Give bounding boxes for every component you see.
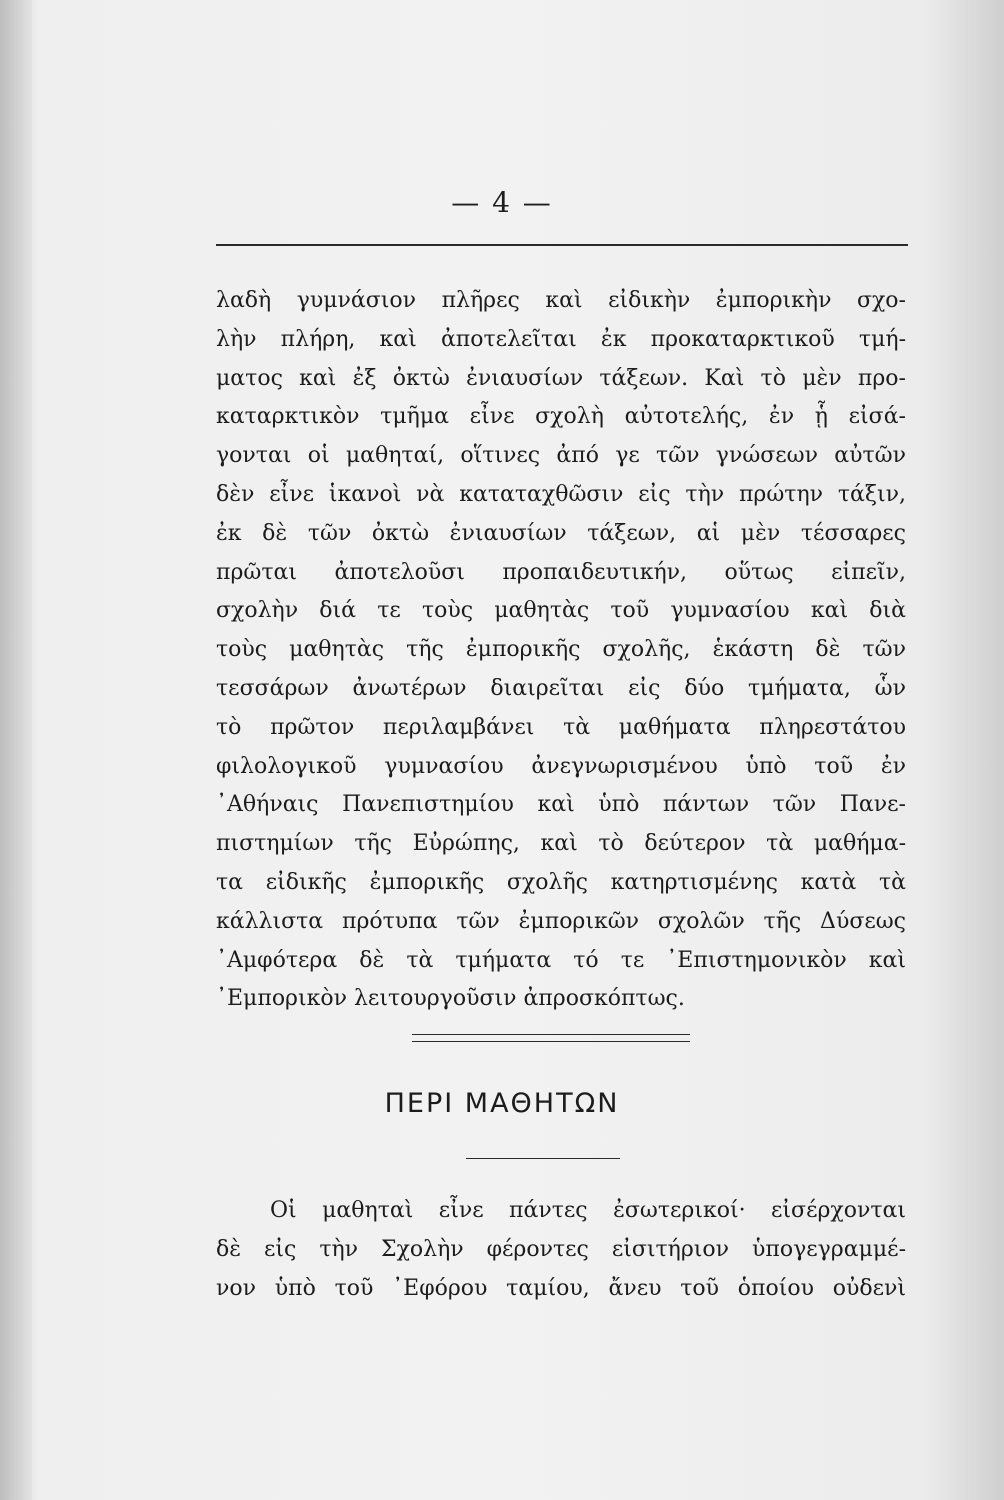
text-line: δὲ εἰς τὴν Σχολὴν φέροντες εἰσιτήριον ὑπογεγραμμέ-: [216, 1236, 906, 1262]
page-edge-shadow: [0, 0, 32, 1500]
text-line: νον ὑπὸ τοῦ ᾿Εφόρου ταμίου, ἄνευ τοῦ ὁποίου οὐδενὶ: [216, 1275, 906, 1301]
text-line: ᾿Αθήναις Πανεπιστημίου καὶ ὑπὸ πάντων τῶν Πανε-: [216, 792, 906, 818]
text-line: γονται οἱ μαθηταί, οἵτινες ἀπό γε τῶν γνώσεων αὐτῶν: [216, 443, 906, 469]
text-line: Οἱ μαθηταὶ εἶνε πάντες ἐσωτερικοί· εἰσέρχονται: [270, 1198, 906, 1223]
text-line: κάλλιστα πρότυπα τῶν ἐμπορικῶν σχολῶν τῆς Δύσεως: [216, 908, 906, 934]
page-number: — 4 —: [451, 186, 553, 219]
section-divider: [412, 1034, 690, 1042]
paragraph-1: [216, 282, 906, 1019]
text-line: πιστημίων τῆς Εὐρώπης, καὶ τὸ δεύτερον τὰ μαθήμα-: [216, 831, 906, 857]
text-line: δὲν εἶνε ἱκανοὶ νὰ καταταχθῶσιν εἰς τὴν πρώτην τάξιν,: [216, 481, 906, 507]
text-line: λαδὴ γυμνάσιον πλῆρες καὶ εἰδικὴν ἐμπορικὴν σχο-: [216, 288, 906, 313]
text-line: σχολὴν διά τε τοὺς μαθητὰς τοῦ γυμνασίου καὶ διὰ: [216, 598, 906, 624]
text-line: ᾿Εμπορικὸν λειτουργοῦσιν ἀπροσκόπτως.: [216, 986, 685, 1012]
text-line: ματος καὶ ἐξ ὀκτὼ ἐνιαυσίων τάξεων. Καὶ τὸ μὲν προ-: [216, 365, 906, 391]
text-line: τα εἰδικῆς ἐμπορικῆς σχολῆς κατηρτισμένης κατὰ τὰ: [216, 869, 906, 895]
section-heading: ΠΕΡΙ ΜΑΘΗΤΩΝ: [384, 1088, 620, 1119]
text-line: τὸ πρῶτον περιλαμβάνει τὰ μαθήματα πληρεστάτου: [216, 714, 906, 740]
text-line: πρῶται ἀποτελοῦσι προπαιδευτικήν, οὕτως εἰπεῖν,: [216, 559, 906, 585]
text-line: καταρκτικὸν τμῆμα εἶνε σχολὴ αὐτοτελής, ἐν ᾗ εἰσά-: [216, 404, 906, 430]
text-line: λὴν πλήρη, καὶ ἀποτελεῖται ἐκ προκαταρκτικοῦ τμή-: [216, 326, 906, 352]
text-line: τεσσάρων ἀνωτέρων διαιρεῖται εἰς δύο τμήματα, ὧν: [216, 675, 906, 701]
text-line: ᾿Αμφότερα δὲ τὰ τμήματα τό τε ᾿Επιστημονικὸν καὶ: [216, 947, 906, 973]
text-line: τοὺς μαθητὰς τῆς ἐμπορικῆς σχολῆς, ἑκάστη δὲ τῶν: [216, 637, 906, 663]
text-line: φιλολογικοῦ γυμνασίου ἀνεγνωρισμένου ὑπὸ τοῦ ἐν: [216, 753, 906, 779]
text-line: ἐκ δὲ τῶν ὀκτὼ ἐνιαυσίων τάξεων, αἱ μὲν τέσσαρες: [216, 520, 906, 546]
paragraph-2: [216, 1192, 906, 1308]
heading-underline: [466, 1158, 620, 1159]
header-rule: [216, 244, 908, 246]
